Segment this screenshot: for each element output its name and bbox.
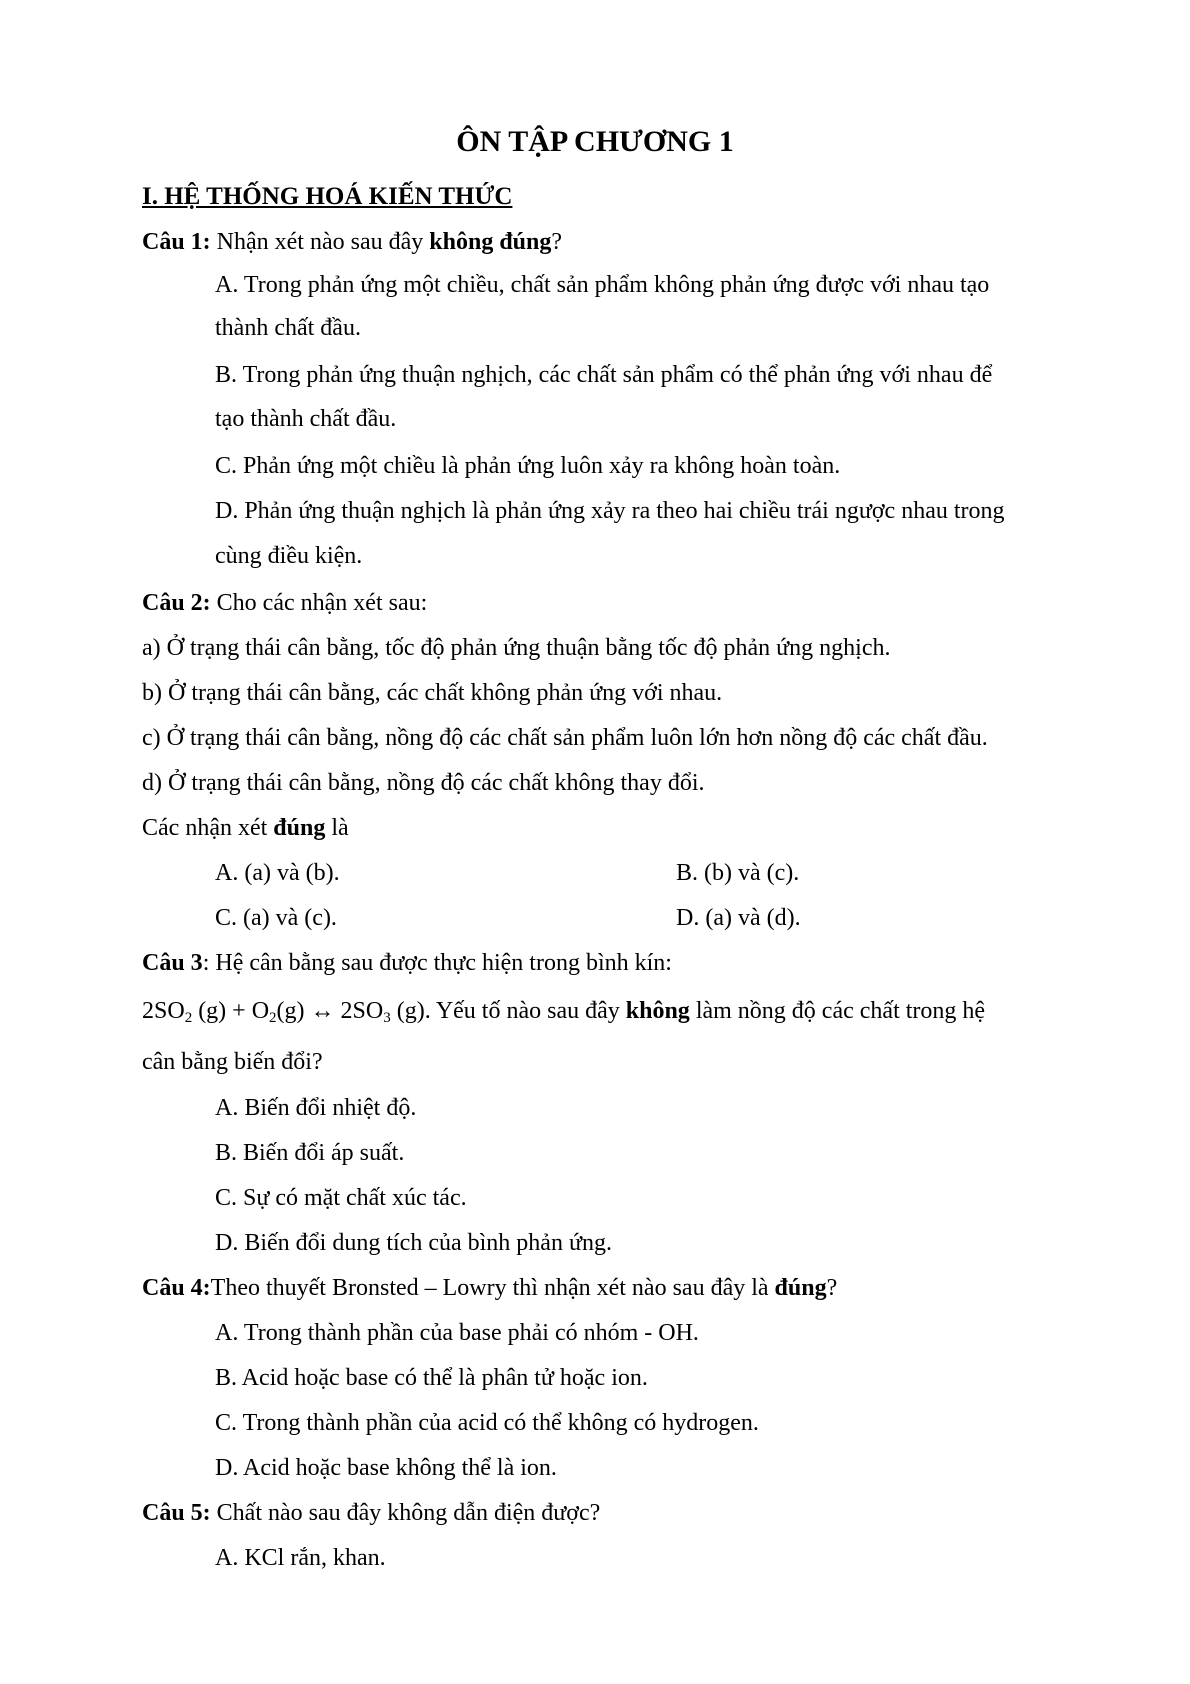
statement-c: c) Ở trạng thái cân bằng, nồng độ các chất sản phẩm luôn lớn hơn nồng độ các chất đầu. bbox=[142, 725, 988, 751]
option-b: B. Trong phản ứng thuận nghịch, các chất sản phẩm có thể phản ứng với nhau để bbox=[215, 362, 993, 388]
option-c: C. Sự có mặt chất xúc tác. bbox=[215, 1185, 467, 1211]
statement-b: b) Ở trạng thái cân bằng, các chất không phản ứng với nhau. bbox=[142, 680, 723, 706]
question-5-stem bbox=[142, 1498, 600, 1528]
option-d: D. (a) và (d). bbox=[676, 905, 801, 931]
question-text: làm nồng độ các chất trong hệ bbox=[689, 998, 986, 1024]
option-c: C. Phản ứng một chiều là phản ứng luôn xảy ra không hoàn toàn. bbox=[215, 453, 841, 479]
option-a: A. Trong thành phần của base phải có nhóm - OH. bbox=[215, 1320, 699, 1346]
question-text: ? bbox=[551, 229, 563, 255]
question-3-continued: cân bằng biến đổi? bbox=[142, 1049, 323, 1075]
question-label: Câu 1: bbox=[142, 229, 211, 255]
page-title: ÔN TẬP CHƯƠNG 1 bbox=[456, 125, 734, 158]
option-c: C. (a) và (c). bbox=[215, 905, 337, 931]
option-a: A. (a) và (b). bbox=[215, 860, 340, 886]
question-text: Theo thuyết Bronsted – Lowry thì nhận xét nào sau đây là bbox=[210, 1275, 775, 1301]
reaction-equation: $2SO_2$ $(g) + O_2(g)$ ↔ $2SO_3$ bbox=[142, 998, 391, 1026]
question-2-stem bbox=[142, 588, 427, 618]
statement-d: d) Ở trạng thái cân bằng, nồng độ các chất không thay đổi. bbox=[142, 770, 705, 796]
option-d-continued: cùng điều kiện. bbox=[215, 543, 363, 569]
option-d: D. Biến đổi dung tích của bình phản ứng. bbox=[215, 1230, 612, 1256]
option-b-continued: tạo thành chất đầu. bbox=[215, 406, 397, 432]
reaction-equation-line bbox=[142, 996, 985, 1026]
option-c: C. Trong thành phần của acid có thể không có hydrogen. bbox=[215, 1410, 759, 1436]
question-label: Câu 5: bbox=[142, 1500, 211, 1526]
option-a: A. Biến đổi nhiệt độ. bbox=[215, 1095, 417, 1121]
option-d: D. Phản ứng thuận nghịch là phản ứng xảy ra theo hai chiều trái ngược nhau trong bbox=[215, 498, 1005, 524]
question-text: : Hệ cân bằng sau được thực hiện trong bình kín: bbox=[202, 950, 672, 976]
question-4-stem bbox=[142, 1273, 837, 1303]
emphasis-text: đúng bbox=[273, 815, 326, 841]
emphasis-text: không bbox=[625, 998, 690, 1024]
question-text: Nhận xét nào sau đây bbox=[210, 229, 430, 255]
option-a: A. Trong phản ứng một chiều, chất sản phẩm không phản ứng được với nhau tạo bbox=[215, 272, 990, 298]
question-text: là bbox=[325, 815, 349, 841]
question-text: Chất nào sau đây không dẫn điện được? bbox=[210, 1500, 601, 1526]
question-text: ? bbox=[826, 1275, 838, 1301]
option-b: B. (b) và (c). bbox=[676, 860, 800, 886]
statement-a: a) Ở trạng thái cân bằng, tốc độ phản ứng thuận bằng tốc độ phản ứng nghịch. bbox=[142, 635, 891, 661]
question-text: Cho các nhận xét sau: bbox=[210, 590, 428, 616]
question-text: (g). Yếu tố nào sau đây bbox=[390, 998, 626, 1024]
option-a-continued: thành chất đầu. bbox=[215, 315, 361, 341]
question-label: Câu 4: bbox=[142, 1275, 211, 1301]
question-3-stem bbox=[142, 948, 672, 978]
question-2-ask bbox=[142, 813, 349, 843]
option-b: B. Acid hoặc base có thể là phân tử hoặc ion. bbox=[215, 1365, 648, 1391]
section-heading: I. HỆ THỐNG HOÁ KIẾN THỨC bbox=[142, 183, 513, 210]
emphasis-text: đúng bbox=[774, 1275, 827, 1301]
question-label: Câu 3 bbox=[142, 950, 203, 976]
option-b: B. Biến đổi áp suất. bbox=[215, 1140, 405, 1166]
question-label: Câu 2: bbox=[142, 590, 211, 616]
emphasis-text: không đúng bbox=[429, 229, 552, 255]
question-1-stem bbox=[142, 227, 562, 257]
option-a: A. KCl rắn, khan. bbox=[215, 1545, 386, 1571]
question-text: Các nhận xét bbox=[142, 815, 274, 841]
option-d: D. Acid hoặc base không thể là ion. bbox=[215, 1455, 557, 1481]
